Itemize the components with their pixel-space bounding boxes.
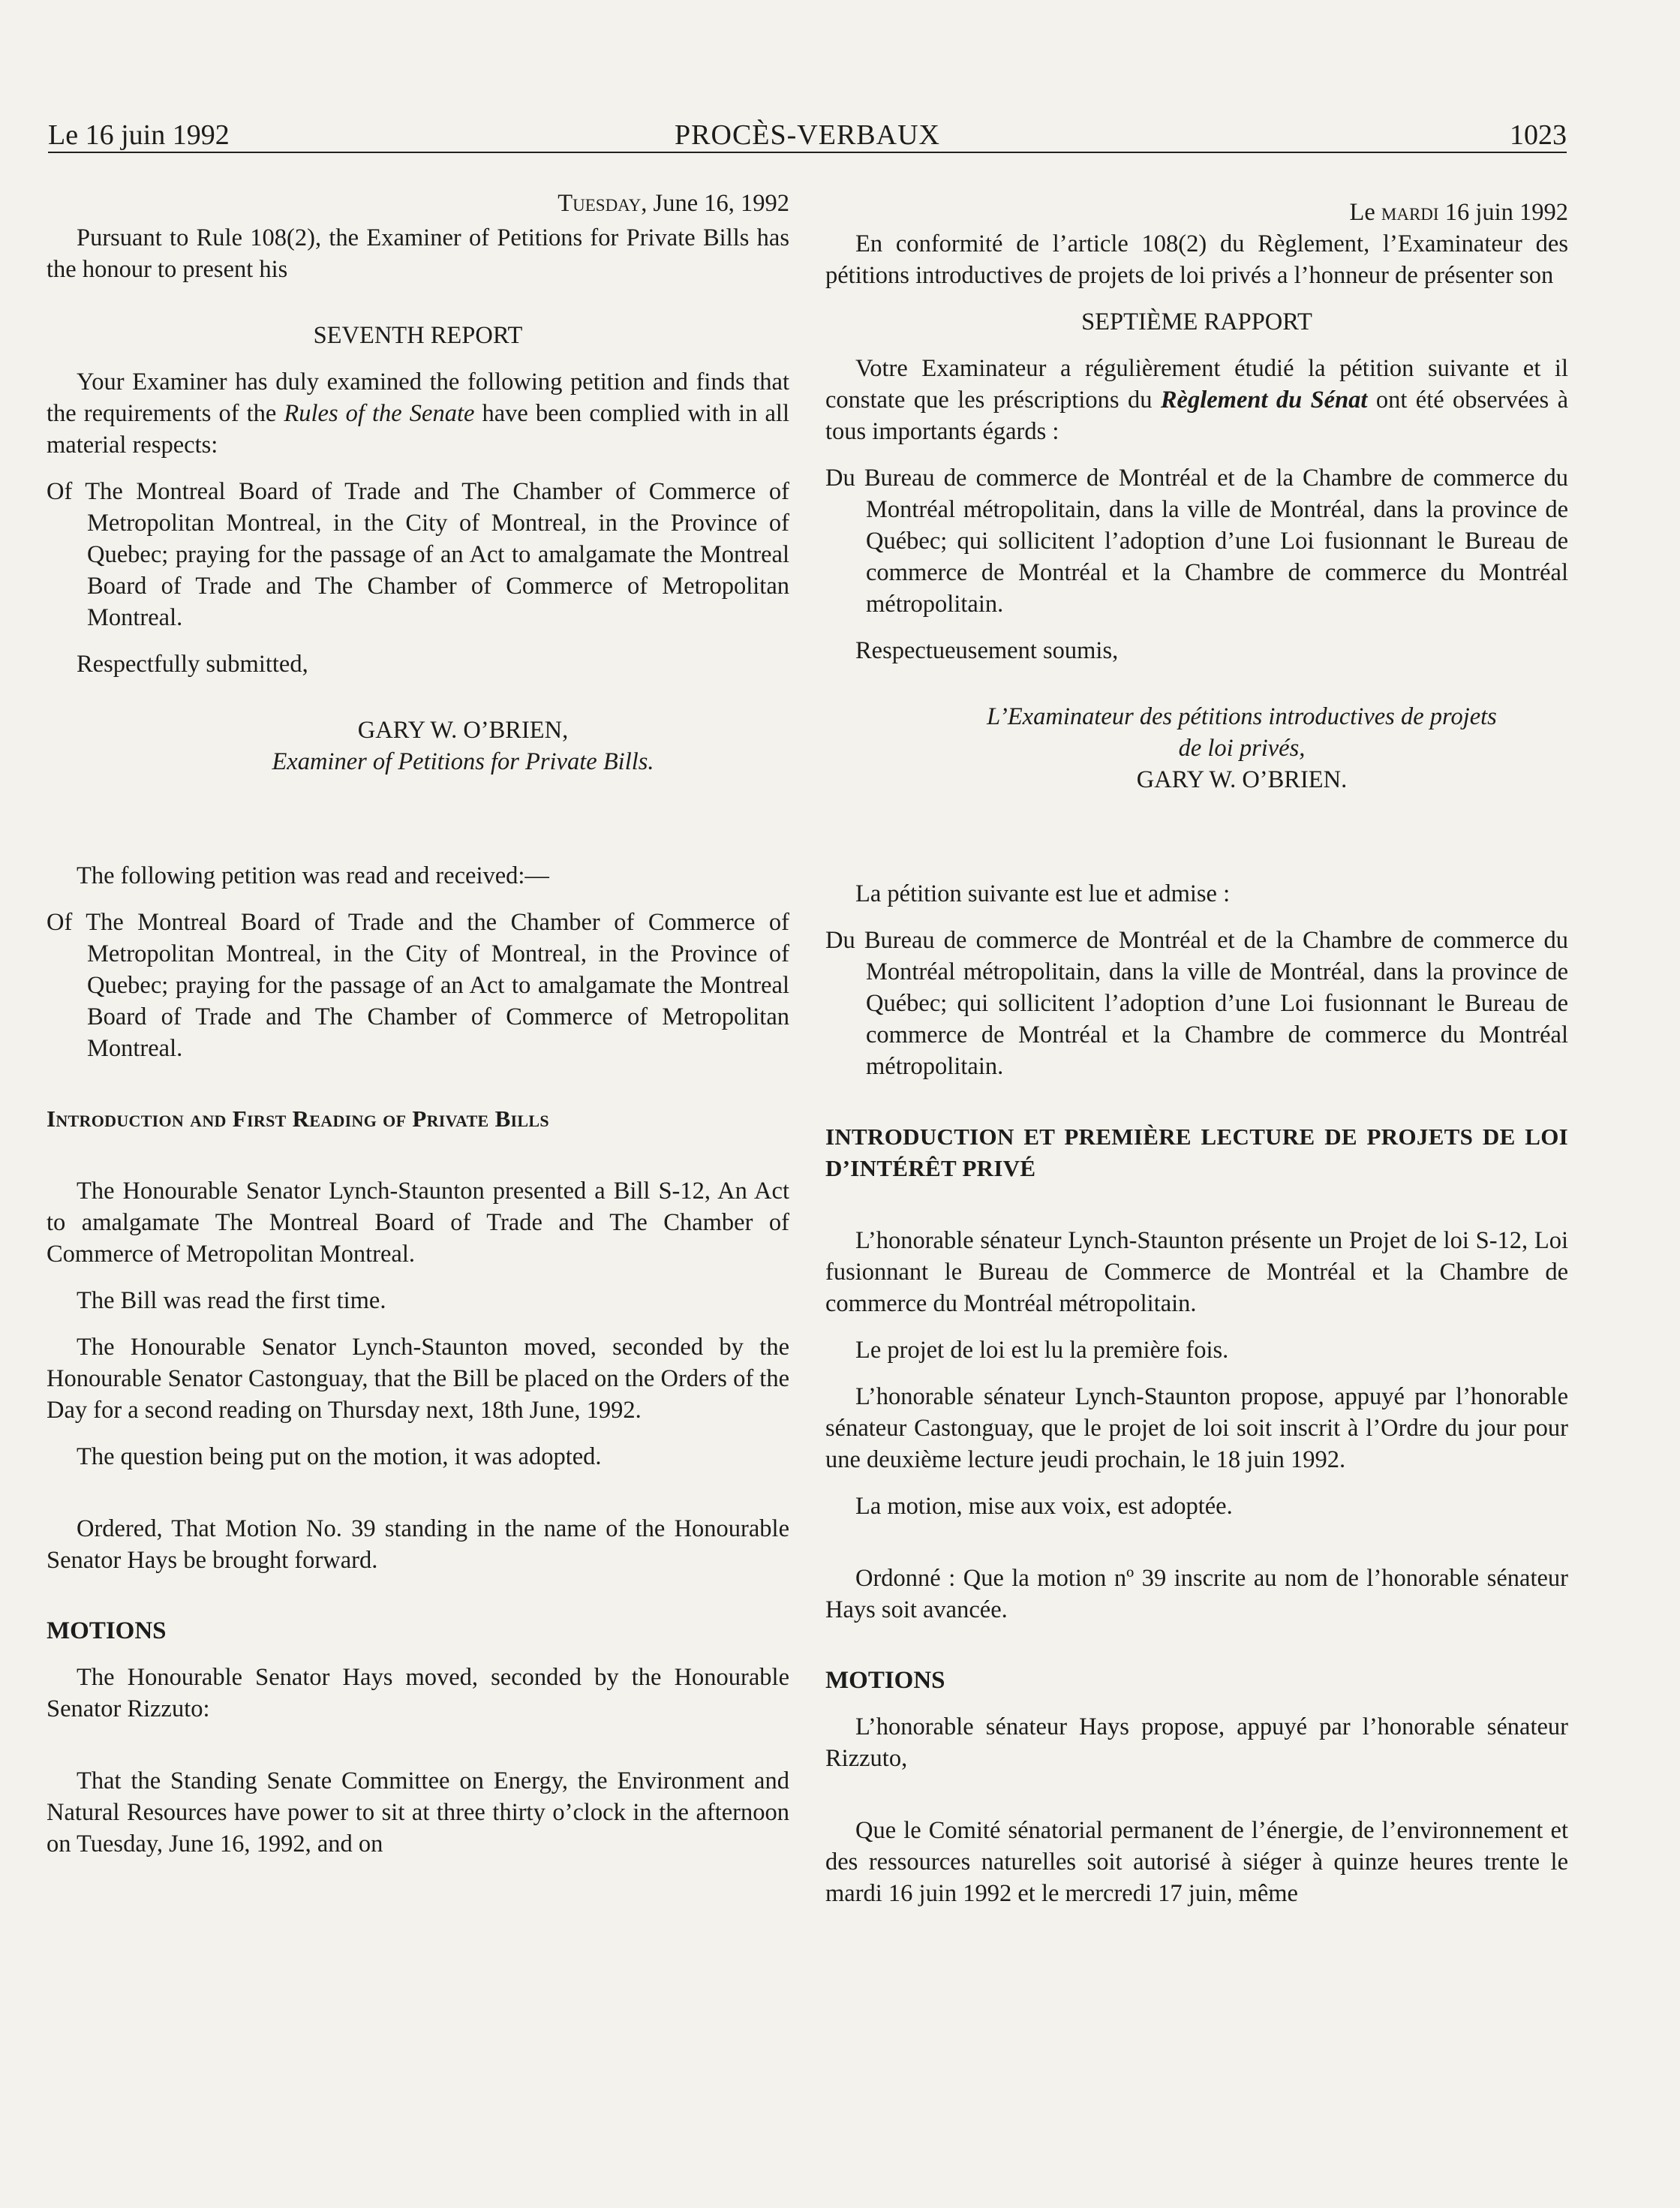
header-title: PROCÈS-VERBAUX [675,119,940,151]
motion-paragraph: The Honourable Senator Lynch-Staunton moved, seconded by the Honourable Senator Castonguay, that the Bill be placed on the Orders of the Day for a second reading on Thursday next, 18th June, 1992. [47,1334,789,1424]
adopted-line: The question being put on the motion, it was adopted. [77,1443,602,1470]
running-header [48,113,1567,155]
page-number: 1023 [1510,119,1567,151]
ordered-paragraph: Ordered, That Motion No. 39 standing in the name of the Honourable Senator Hays be brought forward. [47,1515,789,1574]
section-heading: Introduction and First Reading of Private Bills [47,1106,549,1132]
petition-text: Du Bureau de commerce de Montréal et de la Chambre de commerce du Montréal métropolitain, dans la ville de Montréal, dans la province de Québec; qui sollicitent l’adoption d’une Loi fusionnant le Bureau de commerce de Montréal et la Chambre de commerce du Montréal métropolitain. [825,927,1568,1080]
bill-presented: The Honourable Senator Lynch-Staunton presented a Bill S-12, An Act to amalgamate The Montreal Board of Trade and The Chamber of Commerce of Metropolitan Montreal. [47,1178,789,1268]
header-date: Le 16 juin 1992 [48,119,230,151]
adopted-line: La motion, mise aux voix, est adoptée. [855,1493,1233,1520]
hays-motion: The Honourable Senator Hays moved, seconded by the Honourable Senator Rizzuto: [47,1664,789,1722]
date-line: Tuesday, June 16, 1992 [557,190,789,217]
section-heading: MOTIONS [825,1667,945,1694]
first-reading: Le projet de loi est lu la première fois. [855,1337,1229,1364]
hays-motion: L’honorable sénateur Hays propose, appuyé par l’honorable sénateur Rizzuto, [825,1713,1568,1772]
petition-text: Du Bureau de commerce de Montréal et de la Chambre de commerce du Montréal métropolitain, dans la ville de Montréal, dans la province de Québec; qui sollicitent l’adoption d’une Loi fusionnant le Bureau de commerce de Montréal et la Chambre de commerce du Montréal métropolitain. [825,465,1568,618]
report-title: SEVENTH REPORT [313,322,523,349]
section-heading: INTRODUCTION ET PREMIÈRE LECTURE DE PROJETS DE LOI D’INTÉRÊT PRIVÉ [825,1124,1568,1181]
petition-text: Of The Montreal Board of Trade and The Chamber of Commerce of Metropolitan Montreal, in the City of Montreal, in the Province of Quebec; praying for the passage of an Act to amalgamate the Montreal Board of Trade and The Chamber of Commerce of Metropolitan Montreal. [47,478,789,631]
first-reading: The Bill was read the first time. [77,1287,386,1314]
submitted-line: Respectfully submitted, [77,651,308,678]
intro-paragraph: Pursuant to Rule 108(2), the Examiner of Petitions for Private Bills has the honour to present his [47,224,789,283]
french-column [825,188,1568,1909]
english-column [47,188,789,1860]
motion-paragraph: L’honorable sénateur Lynch-Staunton propose, appuyé par l’honorable sénateur Castonguay, que le projet de loi soit inscrit à l’Ordre du jour pour une deuxième lecture jeudi prochain, le 18 juin 1992. [825,1383,1568,1473]
bill-presented: L’honorable sénateur Lynch-Staunton présente un Projet de loi S-12, Loi fusionnant le Bureau de Commerce de Montréal et la Chambre de commerce du Montréal métropolitain. [825,1227,1568,1317]
signer-name: GARY W. O’BRIEN, [357,717,569,744]
petition-received: La pétition suivante est lue et admise : [855,880,1231,907]
signer-title: de loi privés, [1178,735,1306,762]
petition-received: The following petition was read and received:— [77,862,549,889]
intro-paragraph: En conformité de l’article 108(2) du Règlement, l’Examinateur des pétitions introductives de projets de loi privés a l’honneur de présenter son [825,230,1568,289]
signer-name: GARY W. O’BRIEN. [1136,766,1348,793]
submitted-line: Respectueusement soumis, [855,637,1119,664]
signer-title: Examiner of Petitions for Private Bills. [272,748,654,775]
ordered-paragraph: Ordonné : Que la motion nº 39 inscrite au nom de l’honorable sénateur Hays soit avancée. [825,1565,1568,1623]
signer-title: L’Examinateur des pétitions introductives de projets [987,703,1497,730]
report-title: SEPTIÈME RAPPORT [1081,308,1312,335]
header-rule [48,152,1567,153]
petition-text: Of The Montreal Board of Trade and the Chamber of Commerce of Metropolitan Montreal, in the City of Montreal, in the Province of Quebec; praying for the passage of an Act to amalgamate the Montreal Board of Trade and The Chamber of Commerce of Metropolitan Montreal. [47,909,789,1062]
committee-paragraph: That the Standing Senate Committee on Energy, the Environment and Natural Resources have power to sit at three thirty o’clock in the afternoon on Tuesday, June 16, 1992, and on [47,1767,789,1858]
date-line: Le mardi 16 juin 1992 [1349,199,1568,226]
section-heading: MOTIONS [47,1617,167,1644]
report-paragraph: Votre Examinateur a régulièrement étudié la pétition suivante et il constate que les préscriptions du Règlement du Sénat ont été observées à tous importants égards : [825,355,1569,445]
report-paragraph: Your Examiner has duly examined the following petition and finds that the requirements of the Rules of the Senate have been complied with in all material respects: [47,369,789,459]
committee-paragraph: Que le Comité sénatorial permanent de l’énergie, de l’environnement et des ressources naturelles soit autorisé à siéger à quinze heures trente le mardi 16 juin 1992 et le mercredi 17 juin, même [825,1817,1568,1907]
